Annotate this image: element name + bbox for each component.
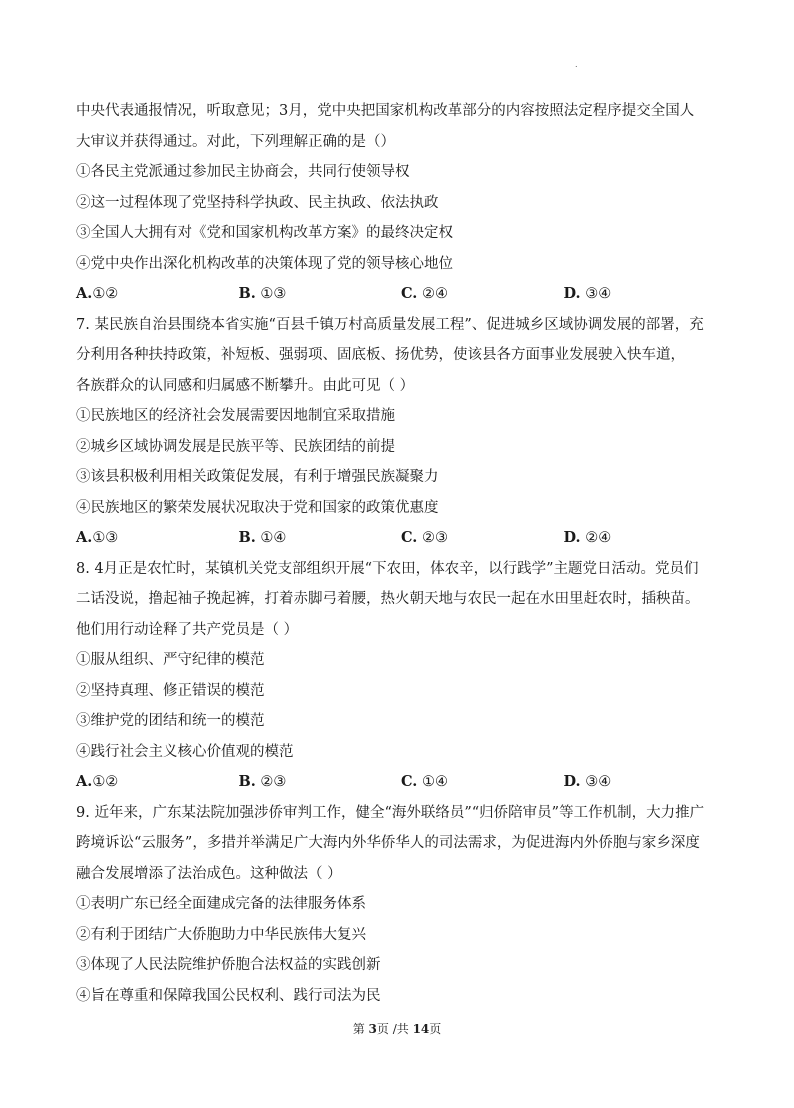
statement-item: ④践行社会主义核心价值观的模范 xyxy=(76,743,294,760)
question-8 xyxy=(76,554,726,798)
option-c: C. ②③ xyxy=(401,529,448,546)
statement-item: ③体现了人民法院维护侨胞合法权益的实践创新 xyxy=(76,957,381,973)
answer-options xyxy=(76,523,726,554)
question-7 xyxy=(76,310,726,554)
question-6-continued xyxy=(76,96,726,310)
question-stem-line: 各族群众的认同感和归属感不断攀升。由此可见（ ） xyxy=(76,377,415,394)
option-a: A.①③ xyxy=(76,529,119,546)
page-footer xyxy=(0,1020,794,1037)
question-content xyxy=(76,96,726,1011)
question-stem-line: 二话没说，撸起袖子挽起裤，打着赤脚弓着腰，热火朝天地与农民一起在水田里赶农时，插秧苗。 xyxy=(76,591,700,607)
footer-suffix: 页 xyxy=(429,1022,442,1036)
corner-mark: . xyxy=(575,60,578,69)
answer-options xyxy=(76,767,726,798)
question-stem-line: 8. 4月正是农忙时，某镇机关党支部组织开展“下农田，体农辛，以行践学”主题党日活动。党员们 xyxy=(76,560,699,577)
answer-options xyxy=(76,279,726,310)
statement-item: ②这一过程体现了党坚持科学执政、民主执政、依法执政 xyxy=(76,194,439,211)
statement-item: ④党中央作出深化机构改革的决策体现了党的领导核心地位 xyxy=(76,255,453,272)
statement-item: ①表明广东已经全面建成完备的法律服务体系 xyxy=(76,896,366,912)
option-d: D. ②④ xyxy=(563,529,612,546)
option-d: D. ③④ xyxy=(563,773,612,790)
total-page-count: 14 xyxy=(412,1022,430,1036)
option-b: B. ①③ xyxy=(238,285,287,302)
statement-item: ③维护党的团结和统一的模范 xyxy=(76,713,265,729)
question-9 xyxy=(76,798,726,1012)
statement-item: ③全国人大拥有对《党和国家机构改革方案》的最终决定权 xyxy=(76,225,453,241)
question-stem-line: 7. 某民族自治县围绕本省实施“百县千镇万村高质量发展工程”、促进城乡区域协调发展的部署，充 xyxy=(76,316,704,333)
question-stem-line: 大审议并获得通过。对此，下列理解正确的是（） xyxy=(76,133,395,150)
question-stem-line: 分利用各种扶持政策，补短板、强弱项、固底板、扬优势，使该县各方面事业发展驶入快车道， xyxy=(76,347,685,363)
statement-item: ②城乡区域协调发展是民族平等、民族团结的前提 xyxy=(76,438,395,455)
question-stem-line: 融合发展增添了法治成色。这种做法（ ） xyxy=(76,865,342,882)
statement-item: ①民族地区的经济社会发展需要因地制宜采取措施 xyxy=(76,408,395,424)
statement-item: ①服从组织、严守纪律的模范 xyxy=(76,652,265,668)
option-d: D. ③④ xyxy=(563,285,612,302)
statement-item: ④旨在尊重和保障我国公民权利、践行司法为民 xyxy=(76,987,381,1004)
option-c: C. ②④ xyxy=(401,285,448,302)
statement-item: ①各民主党派通过参加民主协商会，共同行使领导权 xyxy=(76,164,410,180)
statement-item: ②坚持真理、修正错误的模范 xyxy=(76,682,265,699)
option-c: C. ①④ xyxy=(401,773,448,790)
current-page-number: 3 xyxy=(368,1022,377,1036)
footer-separator: 页 /共 xyxy=(376,1022,413,1036)
option-b: B. ①④ xyxy=(238,529,287,546)
statement-item: ③该县积极利用相关政策促发展，有利于增强民族凝聚力 xyxy=(76,469,439,485)
question-stem-line: 中央代表通报情况，听取意见；3月，党中央把国家机构改革部分的内容按照法定程序提交全国人 xyxy=(76,103,695,119)
option-a: A.①② xyxy=(76,285,119,302)
question-stem-line: 跨境诉讼“云服务”，多措并举满足广大海内外华侨华人的司法需求，为促进海内外侨胞与家乡深度 xyxy=(76,835,700,851)
option-b: B. ②③ xyxy=(238,773,287,790)
footer-prefix: 第 xyxy=(352,1022,369,1036)
question-stem-line: 他们用行动诠释了共产党员是（ ） xyxy=(76,621,299,638)
statement-item: ②有利于团结广大侨胞助力中华民族伟大复兴 xyxy=(76,926,366,943)
question-stem-line: 9. 近年来，广东某法院加强涉侨审判工作，健全“海外联络员”“归侨陪审员”等工作机制，大力推广 xyxy=(76,804,705,821)
statement-item: ④民族地区的繁荣发展状况取决于党和国家的政策优惠度 xyxy=(76,499,439,516)
option-a: A.①② xyxy=(76,773,119,790)
